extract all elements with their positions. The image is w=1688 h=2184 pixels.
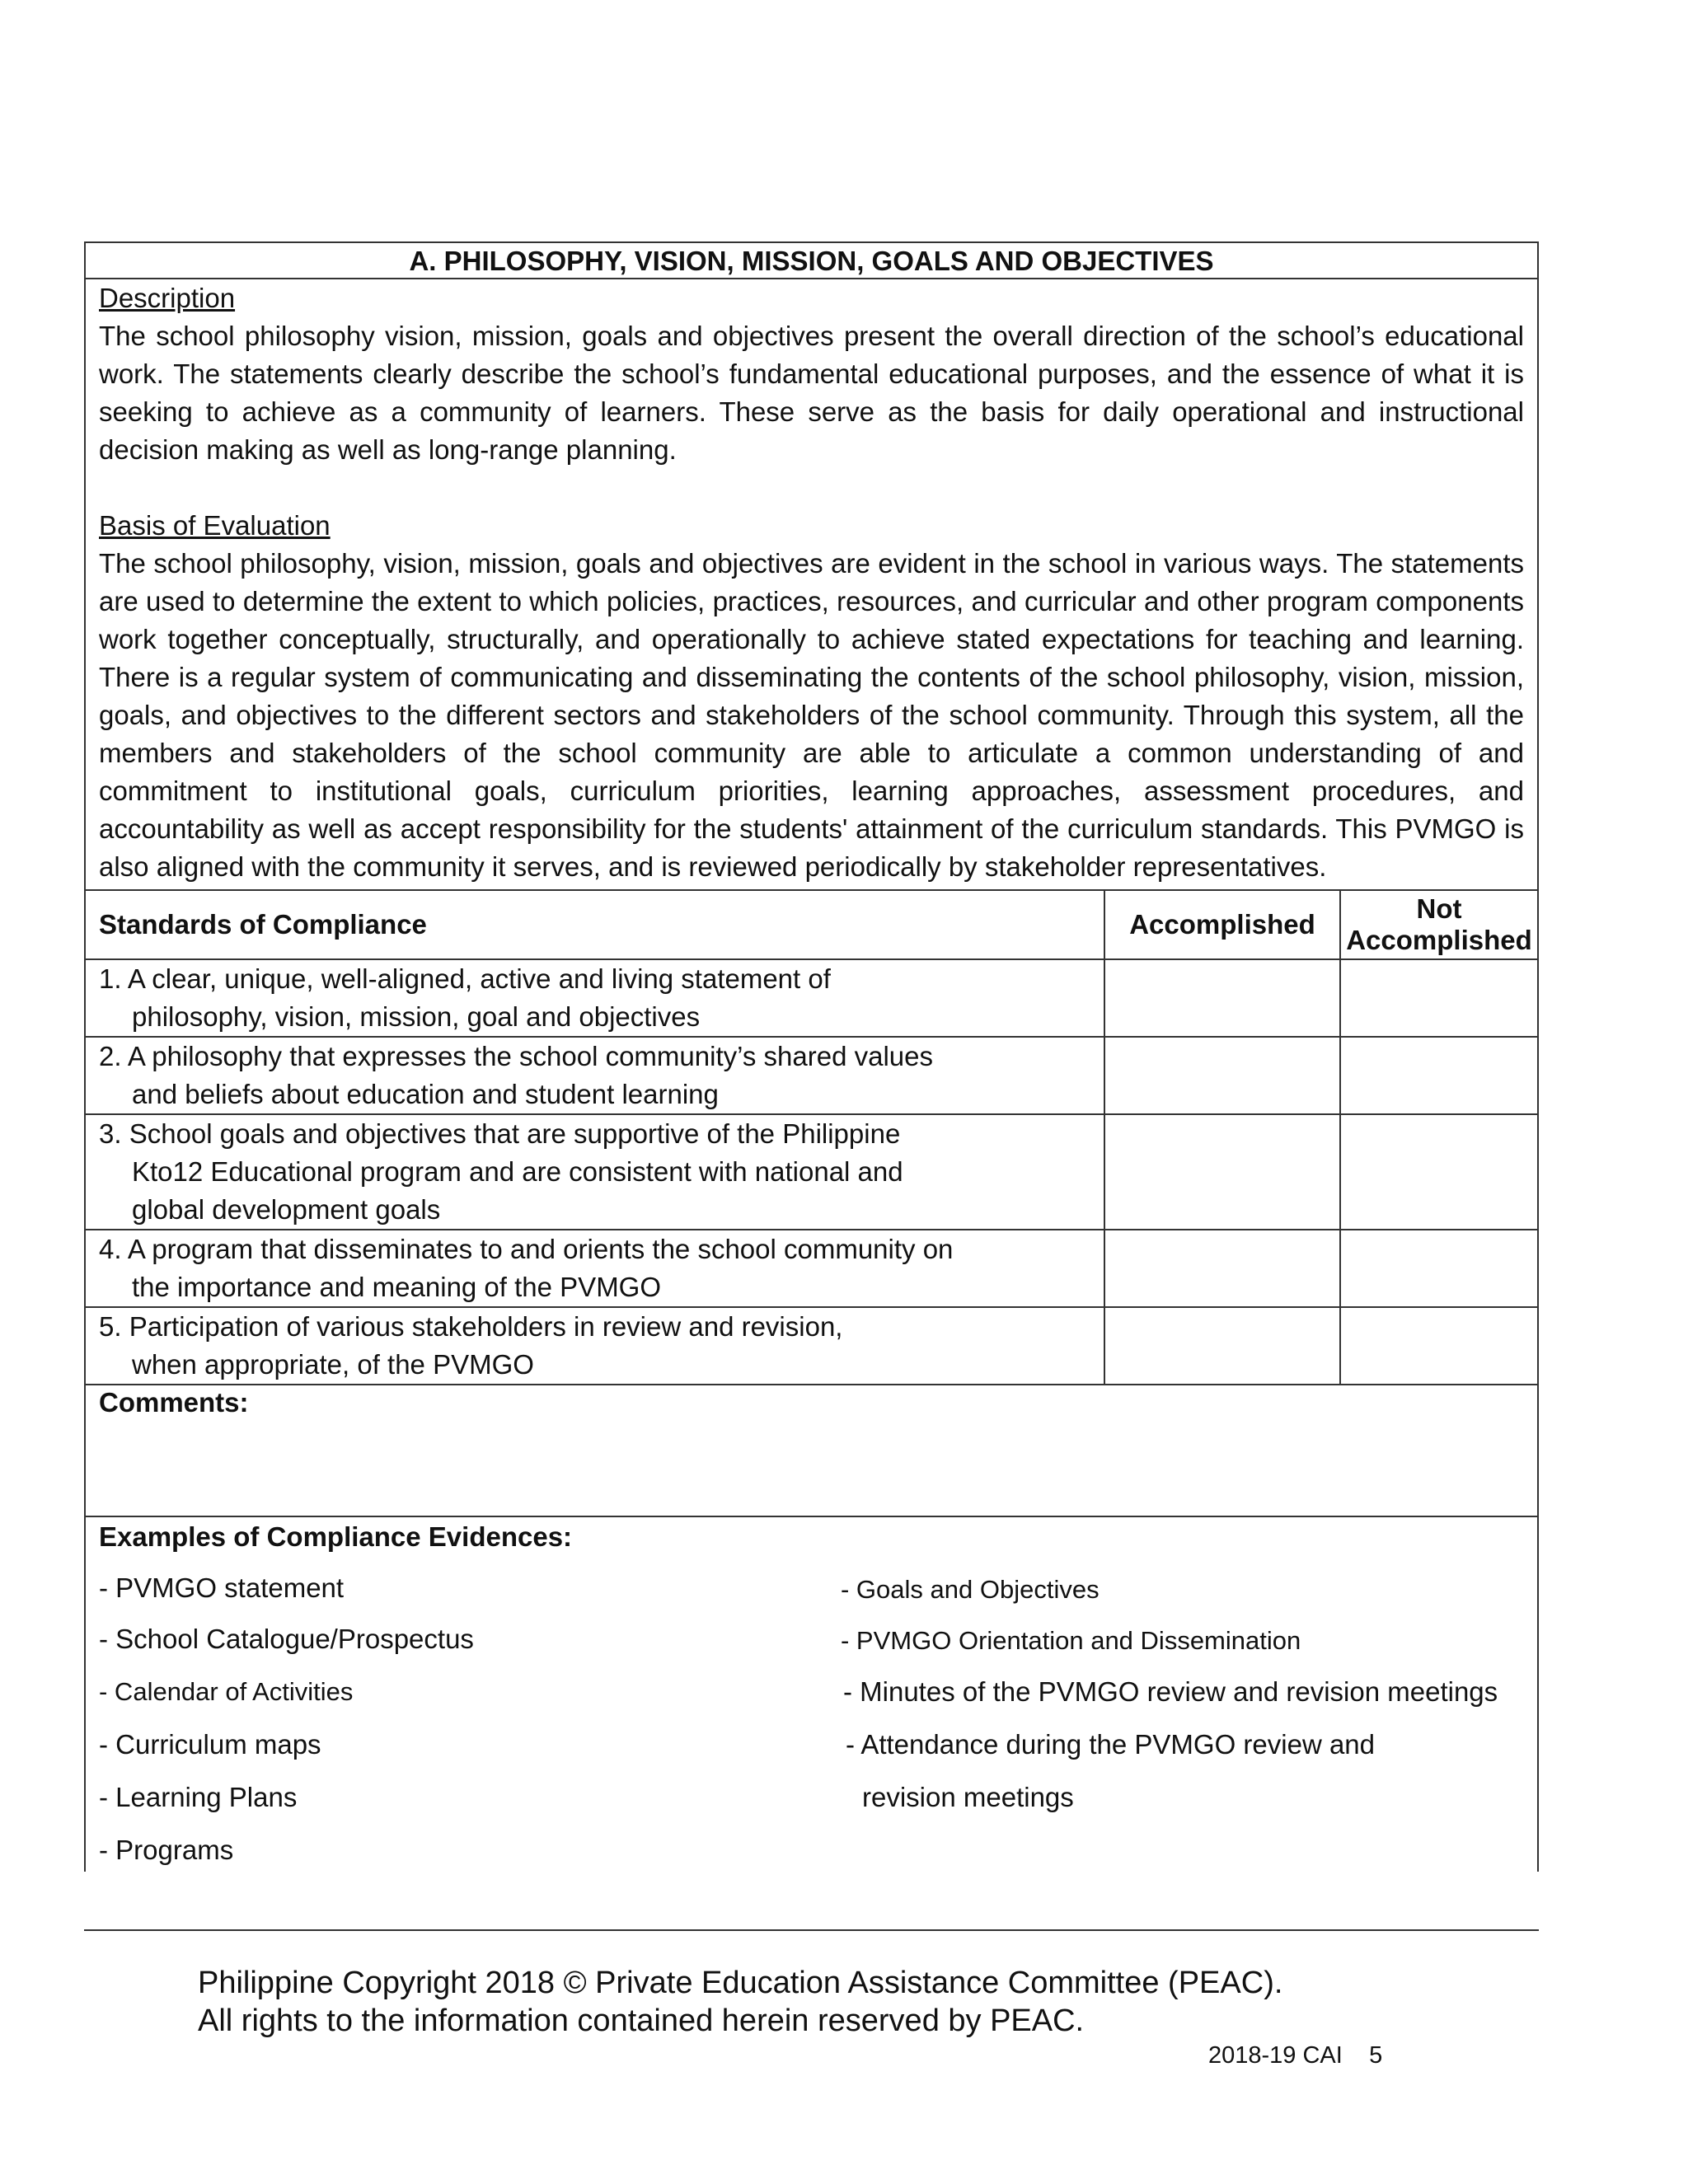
table-row xyxy=(86,1114,1537,1230)
standard-number: 4. xyxy=(99,1234,122,1264)
standard-line: global development goals xyxy=(132,1194,441,1225)
header-not-line2: Accomplished xyxy=(1346,925,1532,955)
header-accomplished: Accomplished xyxy=(1104,890,1340,959)
table-row xyxy=(86,1230,1537,1307)
page-number: 5 xyxy=(1369,2042,1383,2069)
standard-item xyxy=(99,1038,1090,1113)
standard-line: philosophy, vision, mission, goal and objectives xyxy=(132,1001,701,1032)
standard-line: when appropriate, of the PVMGO xyxy=(132,1349,534,1380)
example-item-right: - Attendance during the PVMGO review and xyxy=(846,1729,1376,1760)
example-item-right: - Goals and Objectives xyxy=(841,1575,1100,1604)
comments-label: Comments: xyxy=(99,1387,249,1418)
standard-line: School goals and objectives that are supportive of the Philippine xyxy=(129,1118,901,1149)
header-not-line1: Not xyxy=(1416,893,1462,924)
standards-table xyxy=(86,889,1537,1384)
pvmgo-form xyxy=(84,241,1539,1872)
header-standards: Standards of Compliance xyxy=(86,890,1104,959)
basis-heading: Basis of Evaluation xyxy=(99,510,331,541)
table-row xyxy=(86,1307,1537,1384)
description-block xyxy=(86,279,1537,889)
page-footer xyxy=(1208,2041,1382,2069)
table-row xyxy=(86,1037,1537,1114)
example-item-right: - PVMGO Orientation and Dissemination xyxy=(841,1626,1301,1655)
header-not-accomplished xyxy=(1340,890,1537,959)
standard-text xyxy=(86,959,1104,1037)
standard-item xyxy=(99,1230,1090,1306)
accomplished-cell[interactable] xyxy=(1104,959,1340,1037)
example-item-right: revision meetings xyxy=(862,1782,1074,1812)
example-item-left: - Learning Plans xyxy=(99,1782,298,1812)
accomplished-cell[interactable] xyxy=(1104,1114,1340,1230)
example-item-left: - Calendar of Activities xyxy=(99,1677,354,1706)
bottom-divider xyxy=(84,1929,1539,1931)
example-item-right: - Minutes of the PVMGO review and revision meetings xyxy=(843,1676,1498,1707)
copyright-line: All rights to the information contained herein reserved by PEAC. xyxy=(198,2004,1085,2038)
example-item-left: - Programs xyxy=(99,1835,234,1865)
standard-line: and beliefs about education and student learning xyxy=(132,1079,719,1109)
standard-item xyxy=(99,1115,1090,1229)
accomplished-cell[interactable] xyxy=(1104,1037,1340,1114)
example-item-left: - Curriculum maps xyxy=(99,1729,321,1760)
standard-item xyxy=(99,960,1090,1036)
standard-item xyxy=(99,1308,1090,1384)
standard-number: 5. xyxy=(99,1311,122,1342)
standard-number: 1. xyxy=(99,963,122,994)
comments-box[interactable] xyxy=(86,1384,1537,1516)
standard-line: A clear, unique, well-aligned, active and living statement of xyxy=(127,963,831,994)
standard-line: A philosophy that expresses the school community’s shared values xyxy=(127,1041,933,1071)
standard-line: A program that disseminates to and orients the school community on xyxy=(127,1234,954,1264)
examples-box xyxy=(86,1516,1537,1872)
basis-text: The school philosophy, vision, mission, goals and objectives are evident in the school in various ways. The statements are used to determine the extent to which policies, practices, resources, and curricular and other program components work together conceptually, structurally, and operationally to achieve stated expectations for teaching and learning. There is a regular system of communicating and disseminating the contents of the school philosophy, vision, mission, goals, and objectives to the different sectors and stakeholders of the school community. Through this system, all the members and stakeholders of the school community are able to articulate a common understanding of and commitment to institutional goals, curriculum priorities, learning approaches, assessment procedures, and accountability as well as accept responsibility for the students' attainment of the curriculum standards. This PVMGO is also aligned with the community it serves, and is reviewed periodically by stakeholder representatives. xyxy=(99,548,1524,882)
accomplished-cell[interactable] xyxy=(1104,1230,1340,1307)
not-accomplished-cell[interactable] xyxy=(1340,1114,1537,1230)
example-item-left: - School Catalogue/Prospectus xyxy=(99,1624,474,1654)
examples-title: Examples of Compliance Evidences: xyxy=(99,1521,573,1552)
not-accomplished-cell[interactable] xyxy=(1340,1307,1537,1384)
standard-line: Kto12 Educational program and are consistent with national and xyxy=(132,1156,903,1187)
spacer xyxy=(99,469,1524,507)
doc-code: 2018-19 CAI xyxy=(1208,2042,1343,2069)
description-heading: Description xyxy=(99,283,236,313)
table-row xyxy=(86,959,1537,1037)
standard-text xyxy=(86,1230,1104,1307)
description-text: The school philosophy vision, mission, goals and objectives present the overall direction of the school’s educational work. The statements clearly describe the school’s fundamental educational purposes, and the essence of what it is seeking to achieve as a community of learners. These serve as the basis for daily operational and instructional decision making as well as long-range planning. xyxy=(99,321,1524,465)
standard-text xyxy=(86,1307,1104,1384)
copyright-notice xyxy=(198,1964,1282,2040)
standard-text xyxy=(86,1114,1104,1230)
accomplished-cell[interactable] xyxy=(1104,1307,1340,1384)
standard-text xyxy=(86,1037,1104,1114)
standard-number: 3. xyxy=(99,1118,122,1149)
not-accomplished-cell[interactable] xyxy=(1340,1230,1537,1307)
not-accomplished-cell[interactable] xyxy=(1340,1037,1537,1114)
standard-line: Participation of various stakeholders in review and revision, xyxy=(129,1311,843,1342)
copyright-line: Philippine Copyright 2018 © Private Education Assistance Committee (PEAC). xyxy=(198,1966,1283,2000)
example-item-left: - PVMGO statement xyxy=(99,1572,345,1603)
section-title: A. PHILOSOPHY, VISION, MISSION, GOALS AND OBJECTIVES xyxy=(86,243,1537,279)
standard-number: 2. xyxy=(99,1041,122,1071)
standards-header-row xyxy=(86,890,1537,959)
not-accomplished-cell[interactable] xyxy=(1340,959,1537,1037)
standard-line: the importance and meaning of the PVMGO xyxy=(132,1272,662,1302)
